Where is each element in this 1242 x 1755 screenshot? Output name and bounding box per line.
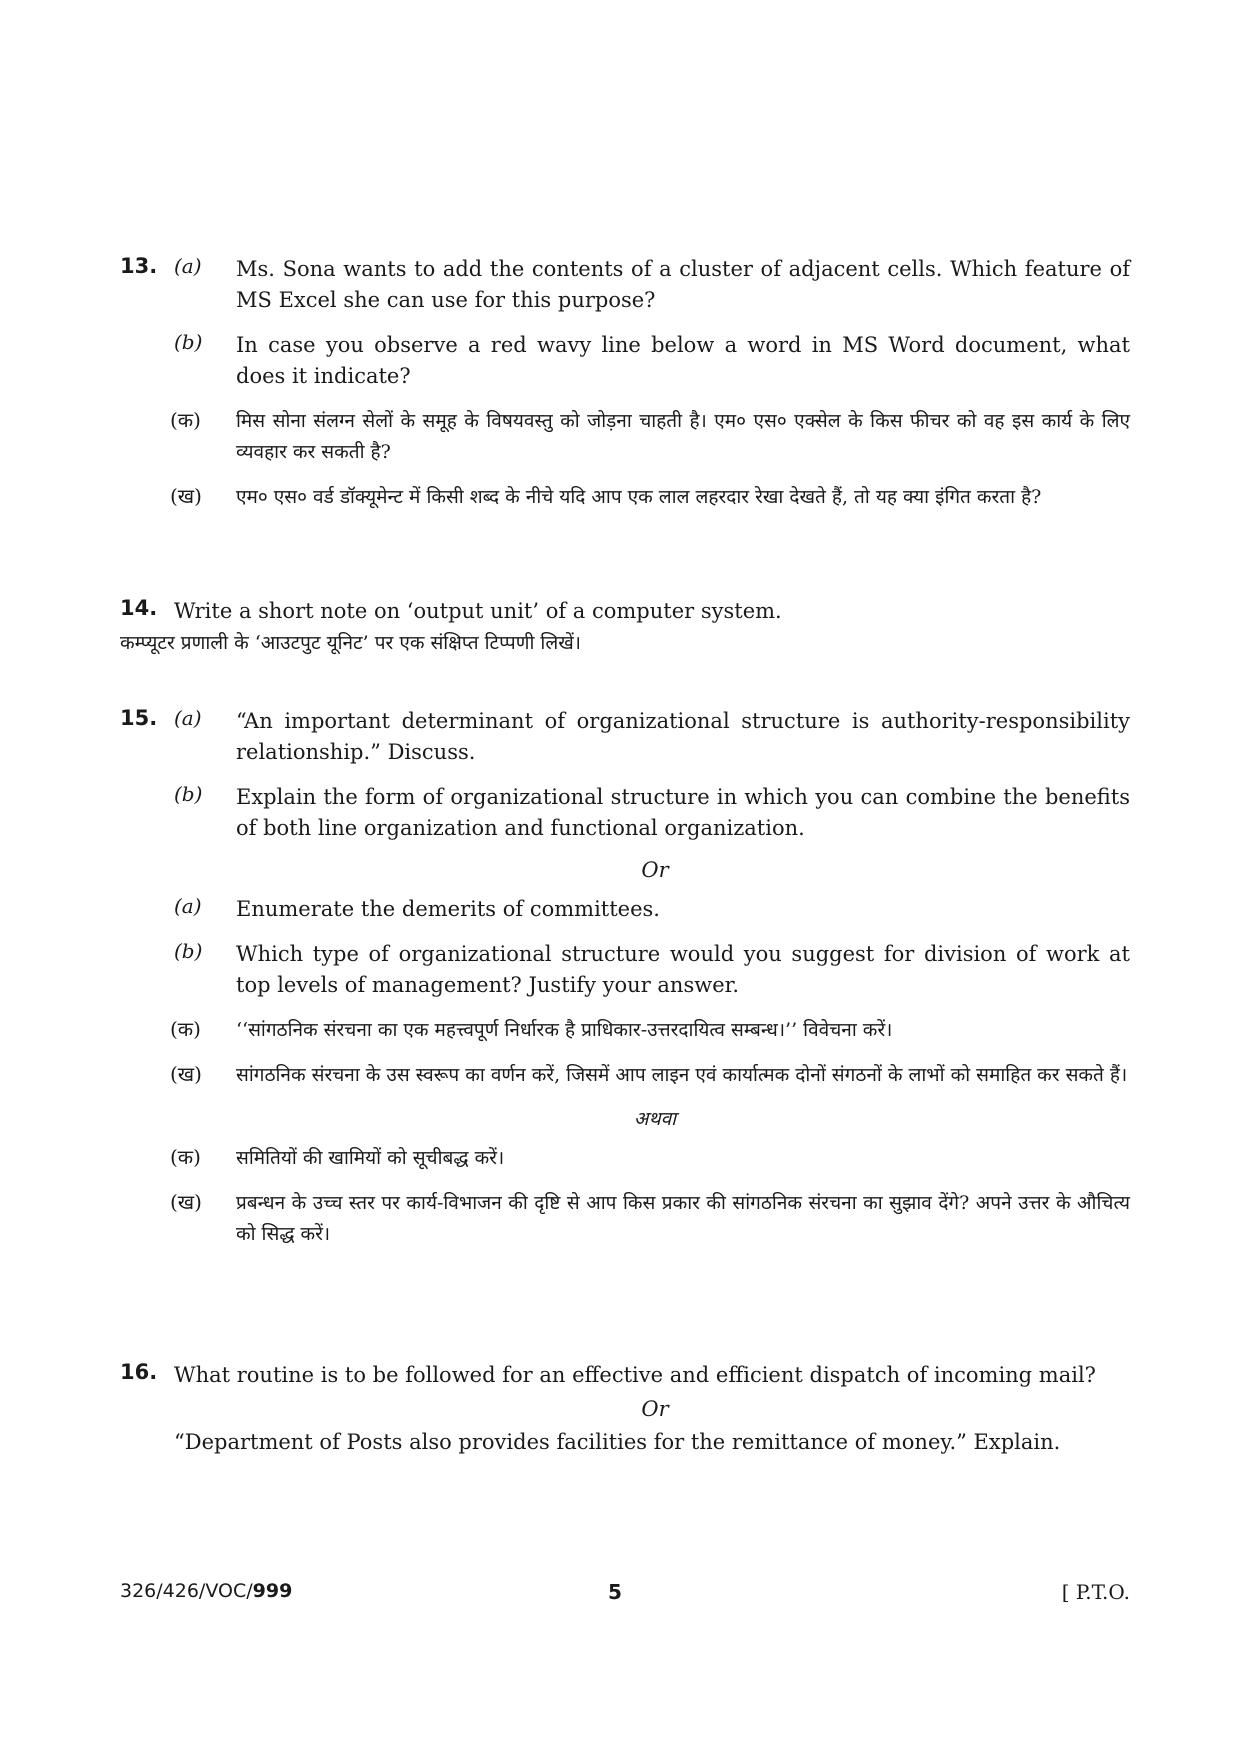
subquestion bbox=[120, 254, 1130, 316]
subquestion-label: (क) bbox=[170, 408, 201, 432]
subquestion-text: समितियों की खामियों को सूचीबद्ध करें। bbox=[236, 1147, 505, 1169]
subquestion-label: (ख) bbox=[170, 1062, 202, 1086]
subquestion-label: (b) bbox=[174, 330, 203, 354]
paper-code bbox=[120, 1580, 292, 1602]
subquestion-hindi bbox=[120, 1143, 1130, 1174]
question-number: 16. bbox=[120, 1360, 158, 1384]
subquestion bbox=[120, 706, 1130, 768]
question-number: 14. bbox=[120, 596, 158, 620]
subquestion-label: (a) bbox=[174, 894, 202, 918]
question-number: 13. bbox=[120, 254, 158, 278]
subquestion-text: ‘‘सांगठनिक संरचना का एक महत्त्वपूर्ण निर्धारक है प्राधिकार-उत्तरदायित्व सम्बन्ध।’’ विवेचना करें। bbox=[236, 1019, 893, 1041]
or-divider-hindi: अथवा bbox=[633, 1108, 677, 1130]
question-16 bbox=[120, 1360, 1130, 1458]
question-text: What routine is to be followed for an effective and efficient dispatch of incoming mail? bbox=[174, 1363, 1096, 1387]
alternative-question-text: “Department of Posts also provides facilities for the remittance of money.” Explain. bbox=[174, 1430, 1061, 1454]
subquestion-hindi bbox=[120, 1015, 1130, 1046]
question-text-hindi: कम्प्यूटर प्रणाली के ‘आउटपुट यूनिट’ पर एक संक्षिप्त टिप्पणी लिखें। bbox=[120, 632, 581, 654]
question-13 bbox=[120, 254, 1130, 513]
subquestion-label: (a) bbox=[174, 254, 202, 278]
question-14 bbox=[120, 596, 1130, 659]
subquestion-hindi bbox=[120, 1188, 1130, 1250]
subquestion bbox=[120, 939, 1130, 1001]
subquestion-label: (b) bbox=[174, 939, 203, 963]
subquestion-label: (b) bbox=[174, 782, 203, 806]
subquestion-text: सांगठनिक संरचना के उस स्वरूप का वर्णन करें, जिसमें आप लाइन एवं कार्यात्मक दोनों संगठनों के लाभों को समाहित कर सकते हैं। bbox=[236, 1064, 1128, 1086]
subquestion-text: Ms. Sona wants to add the contents of a cluster of adjacent cells. Which feature of MS Excel she can use for this purpose? bbox=[236, 257, 1130, 312]
question-text: Write a short note on ‘output unit’ of a computer system. bbox=[174, 599, 782, 623]
subquestion-label: (ख) bbox=[170, 484, 202, 508]
subquestion-text: Explain the form of organizational structure in which you can combine the benefits of both line organization and functional organization. bbox=[236, 785, 1130, 840]
subquestion-text: In case you observe a red wavy line below a word in MS Word document, what does it indicate? bbox=[236, 333, 1130, 388]
subquestion-hindi bbox=[120, 482, 1130, 513]
please-turn-over: [ P.T.O. bbox=[1061, 1580, 1130, 1604]
subquestion-label: (a) bbox=[174, 706, 202, 730]
or-divider: Or bbox=[641, 858, 669, 882]
subquestion-text: एम० एस० वर्ड डॉक्यूमेन्ट में किसी शब्द के नीचे यदि आप एक लाल लहरदार रेखा देखते हैं, तो यह क्या इंगित करता है? bbox=[236, 486, 1042, 508]
subquestion bbox=[120, 894, 1130, 925]
subquestion bbox=[120, 782, 1130, 844]
subquestion-label: (क) bbox=[170, 1145, 201, 1169]
paper-code-prefix: 326/426/VOC/ bbox=[120, 1580, 253, 1602]
subquestion-label: (क) bbox=[170, 1017, 201, 1041]
page-footer bbox=[120, 1580, 1130, 1610]
question-number: 15. bbox=[120, 706, 158, 730]
page-number: 5 bbox=[608, 1580, 622, 1604]
subquestion-text: “An important determinant of organizational structure is authority-responsibility relationship.” Discuss. bbox=[236, 709, 1130, 764]
subquestion-hindi bbox=[120, 406, 1130, 468]
subquestion bbox=[120, 330, 1130, 392]
subquestion-label: (ख) bbox=[170, 1190, 202, 1214]
subquestion-hindi bbox=[120, 1060, 1130, 1091]
subquestion-text: Enumerate the demerits of committees. bbox=[236, 897, 660, 921]
question-15 bbox=[120, 706, 1130, 1250]
paper-code-number: 999 bbox=[252, 1580, 293, 1602]
subquestion-text: मिस सोना संलग्न सेलों के समूह के विषयवस्तु को जोड़ना चाहती है। एम० एस० एक्सेल के किस फीचर को वह इस कार्य के लिए व्यवहार कर सकती है? bbox=[236, 410, 1130, 463]
subquestion-text: प्रबन्धन के उच्च स्तर पर कार्य-विभाजन की दृष्टि से आप किस प्रकार की सांगठनिक संरचना का सुझाव देंगे? अपने उत्तर के औचित्य को सिद्ध करें। bbox=[236, 1192, 1130, 1245]
subquestion-text: Which type of organizational structure would you suggest for division of work at top levels of management? Justify your answer. bbox=[236, 942, 1130, 997]
or-divider: Or bbox=[641, 1397, 669, 1421]
